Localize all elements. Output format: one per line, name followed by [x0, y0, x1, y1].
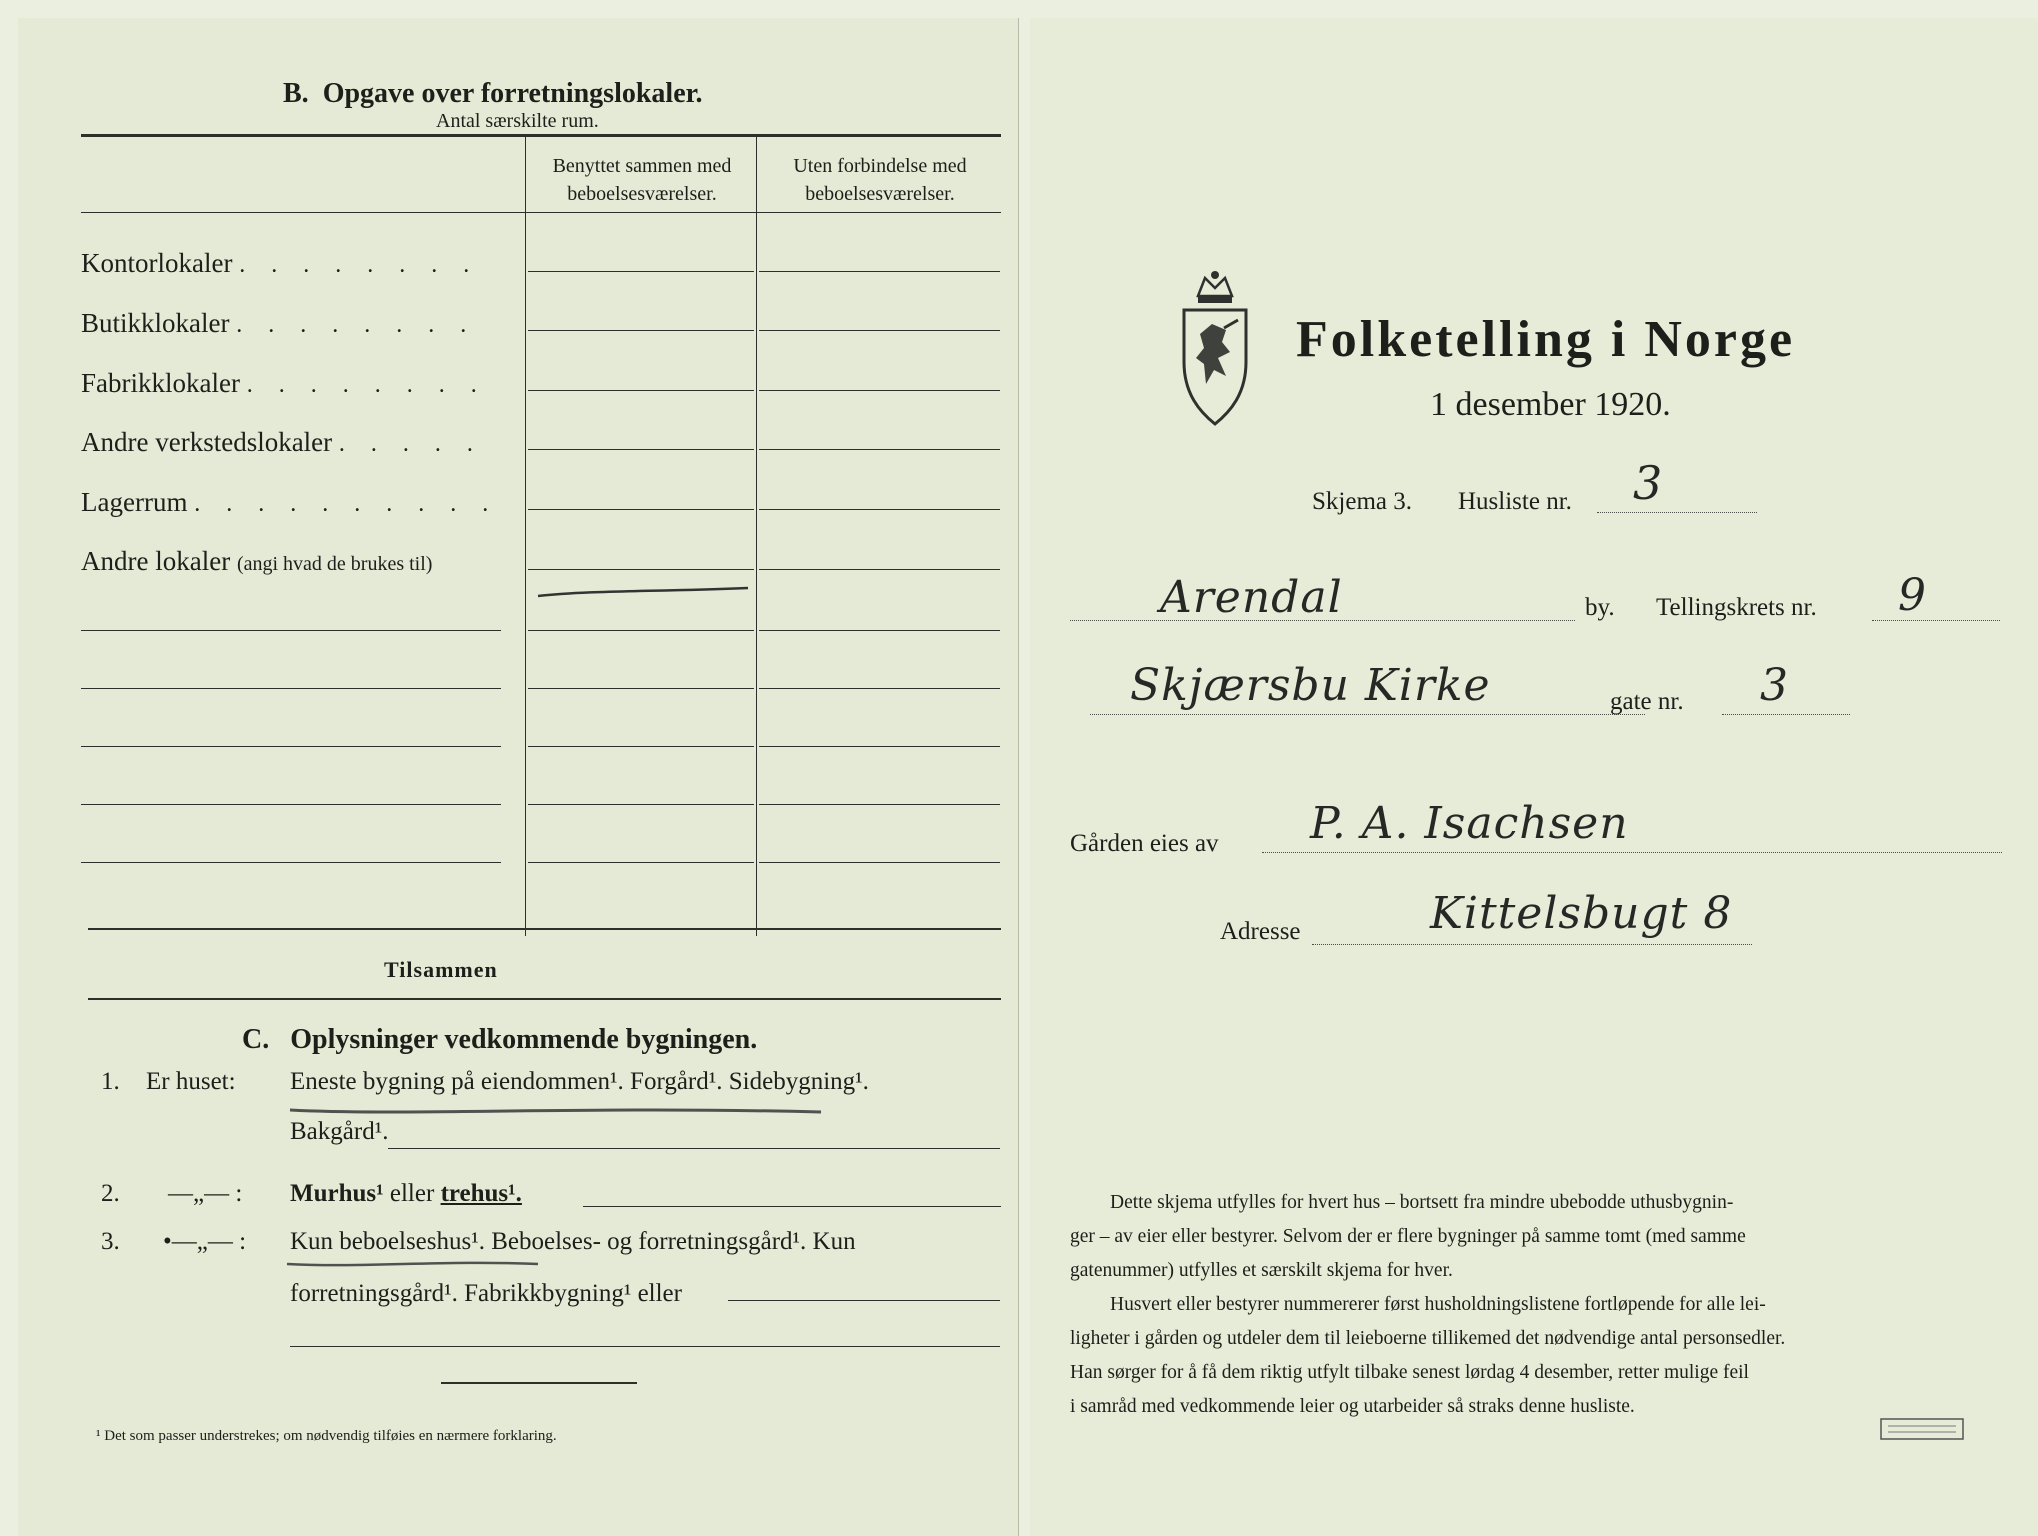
column-divider-2: [756, 134, 757, 936]
total-rule-bottom: [88, 998, 1001, 1000]
value-cell-line[interactable]: [528, 688, 754, 689]
blank-line: [81, 746, 501, 747]
q2-lead: —„— :: [168, 1180, 243, 1207]
row-text: Andre lokaler: [81, 546, 231, 576]
section-c-title: Oplysninger vedkommende bygningen.: [290, 1024, 758, 1055]
row-text: Butikklokaler: [81, 308, 230, 338]
section-b-letter: B.: [283, 78, 309, 109]
instruction-line: ligheter i gården og utdeler dem til leieboerne tillikemed det nødvendige antal personsedler.: [1070, 1328, 1786, 1349]
row-text: Lagerrum: [81, 487, 188, 517]
column-header-1-line1: Benyttet sammen med: [552, 155, 732, 177]
row-label-andre-verkstedslokaler: [81, 427, 483, 458]
q1-lead: Er huset:: [146, 1068, 236, 1095]
row-text: Kontorlokaler: [81, 248, 233, 278]
q3-fill-line-2: [290, 1346, 1000, 1347]
krets-label: Tellingskrets nr.: [1656, 594, 1817, 621]
cover-title: Folketelling i Norge: [1296, 311, 1796, 368]
value-cell-line[interactable]: [528, 509, 754, 510]
by-label: by.: [1585, 594, 1615, 621]
gate-field-line[interactable]: [1722, 714, 1850, 715]
value-cell-line[interactable]: [528, 569, 754, 570]
value-cell-line[interactable]: [528, 271, 754, 272]
husliste-label: Husliste nr.: [1458, 488, 1572, 515]
total-rule-top: [88, 928, 1001, 930]
value-cell-line[interactable]: [759, 271, 1000, 272]
instruction-line: Husvert eller bestyrer nummererer først husholdningslistene fortløpende for alle lei-: [1110, 1294, 1766, 1315]
q2-eller: eller: [389, 1180, 435, 1207]
address-value: Kittelsbugt 8: [1430, 888, 1733, 939]
gate-label: gate nr.: [1610, 688, 1684, 715]
dot-leader: . . . . . . . .: [246, 372, 487, 398]
value-cell-line[interactable]: [528, 449, 754, 450]
section-b-subtitle: Antal særskilte rum.: [436, 110, 599, 132]
dot-leader: . . . . . . . .: [236, 312, 477, 338]
q1-options-line2: Bakgård¹.: [290, 1118, 389, 1145]
instruction-line: Han sørger for å få dem riktig utfylt tilbake senest lørdag 4 desember, retter mulige feil: [1070, 1362, 1749, 1383]
q3-underline-stroke: [283, 1256, 543, 1272]
instruction-line: Dette skjema utfylles for hvert hus – bortsett fra mindre ubebodde uthusbygnin-: [1110, 1192, 1734, 1213]
row-label-lagerrum: [81, 487, 498, 518]
section-c-heading: [242, 1024, 757, 1056]
row-note: (angi hvad de brukes til): [236, 553, 433, 575]
total-label: Tilsammen: [384, 957, 498, 982]
krets-field-line[interactable]: [1872, 620, 2000, 621]
norwegian-coat-of-arms-icon: [1178, 266, 1252, 438]
row-text: Andre verkstedslokaler: [81, 427, 333, 457]
row-text: Fabrikklokaler: [81, 368, 240, 398]
value-cell-line[interactable]: [759, 449, 1000, 450]
instruction-line: ger – av eier eller bestyrer. Selvom der er flere bygninger på samme tomt (med samme: [1070, 1226, 1746, 1247]
q2-number: 2.: [101, 1180, 120, 1207]
husliste-field-line[interactable]: [1597, 512, 1757, 513]
section-b-heading: [283, 78, 702, 110]
value-cell-line[interactable]: [759, 688, 1000, 689]
value-cell-line[interactable]: [528, 746, 754, 747]
value-cell-line[interactable]: [528, 630, 754, 631]
owner-field-line[interactable]: [1262, 852, 2002, 853]
q2-murhus: Murhus¹: [290, 1180, 384, 1207]
q3-options: Kun beboelseshus¹. Beboelses- og forretningsgård¹. Kun: [290, 1228, 856, 1255]
owner-label: Gården eies av: [1070, 830, 1219, 857]
instruction-line: gatenummer) utfylles et særskilt skjema for hver.: [1070, 1260, 1453, 1281]
q1-fill-line: [388, 1148, 1000, 1149]
q3-options-line2: forretningsgård¹. Fabrikkbygning¹ eller: [290, 1280, 682, 1307]
row-label-fabrikklokaler: [81, 368, 487, 399]
value-cell-line[interactable]: [759, 509, 1000, 510]
value-cell-line[interactable]: [759, 746, 1000, 747]
value-cell-line[interactable]: [528, 330, 754, 331]
row-label-butikklokaler: [81, 308, 476, 339]
value-cell-line[interactable]: [759, 630, 1000, 631]
table-header-rule: [81, 212, 1001, 213]
printer-stamp-icon: [1880, 1418, 1964, 1440]
value-cell-line[interactable]: [759, 862, 1000, 863]
left-page: [18, 18, 1019, 1536]
right-page: [1030, 18, 2038, 1536]
q2-fill-line: [583, 1206, 1001, 1207]
q1-options: Eneste bygning på eiendommen¹. Forgård¹. Sidebygning¹.: [290, 1068, 869, 1095]
value-cell-line[interactable]: [759, 390, 1000, 391]
blank-line: [81, 862, 501, 863]
value-cell-line[interactable]: [759, 804, 1000, 805]
dot-leader: . . . . .: [338, 431, 483, 457]
city-value: Arendal: [1160, 572, 1343, 623]
blank-line: [81, 630, 501, 631]
q3-number: 3.: [101, 1228, 120, 1255]
column-header-1: [530, 152, 754, 208]
address-field-line[interactable]: [1312, 944, 1752, 945]
column-header-2-line1: Uten forbindelse med: [793, 155, 967, 177]
dot-leader: . . . . . . . . . .: [194, 491, 499, 517]
husliste-value: 3: [1633, 456, 1664, 510]
row-label-andre-lokaler: [81, 546, 432, 577]
q3-fill-line: [728, 1300, 1000, 1301]
column-divider-1: [525, 134, 526, 936]
street-value: Skjærsbu Kirke: [1130, 660, 1491, 711]
column-header-2-line2: beboelsesværelser.: [805, 183, 955, 205]
value-cell-line[interactable]: [528, 390, 754, 391]
q2-options: [290, 1180, 522, 1208]
value-cell-line[interactable]: [528, 804, 754, 805]
section-c-letter: C.: [242, 1024, 270, 1055]
instruction-line: i samråd med vedkommende leier og utarbeider så straks denne husliste.: [1070, 1396, 1635, 1417]
column-header-1-line2: beboelsesværelser.: [567, 183, 717, 205]
value-cell-line[interactable]: [759, 569, 1000, 570]
instructions-paragraph-1: [1070, 1186, 2002, 1288]
footnote: ¹ Det som passer understrekes; om nødvendig tilføies en nærmere forklaring.: [96, 1428, 557, 1444]
skjema-label: Skjema 3.: [1312, 488, 1412, 515]
krets-value: 9: [1898, 570, 1927, 621]
q1-number: 1.: [101, 1068, 120, 1095]
section-b-title: Opgave over forretningslokaler.: [322, 78, 703, 109]
row-label-kontorlokaler: [81, 248, 479, 279]
dot-leader: . . . . . . . .: [239, 252, 480, 278]
owner-value: P. A. Isachsen: [1310, 798, 1629, 849]
handwritten-dash-mark: [533, 584, 763, 604]
gate-value: 3: [1760, 660, 1789, 711]
blank-line: [81, 688, 501, 689]
instructions-paragraph-2: [1070, 1288, 2002, 1424]
blank-line: [81, 804, 501, 805]
footnote-separator: [441, 1382, 637, 1384]
column-header-2: [760, 152, 1000, 208]
q3-lead: •—„— :: [163, 1228, 247, 1255]
street-field-line[interactable]: [1090, 714, 1645, 715]
address-label: Adresse: [1220, 918, 1301, 945]
q2-trehus: trehus¹.: [440, 1180, 522, 1207]
value-cell-line[interactable]: [759, 330, 1000, 331]
table-top-rule: [81, 134, 1001, 137]
cover-date: 1 desember 1920.: [1430, 386, 1671, 423]
value-cell-line[interactable]: [528, 862, 754, 863]
